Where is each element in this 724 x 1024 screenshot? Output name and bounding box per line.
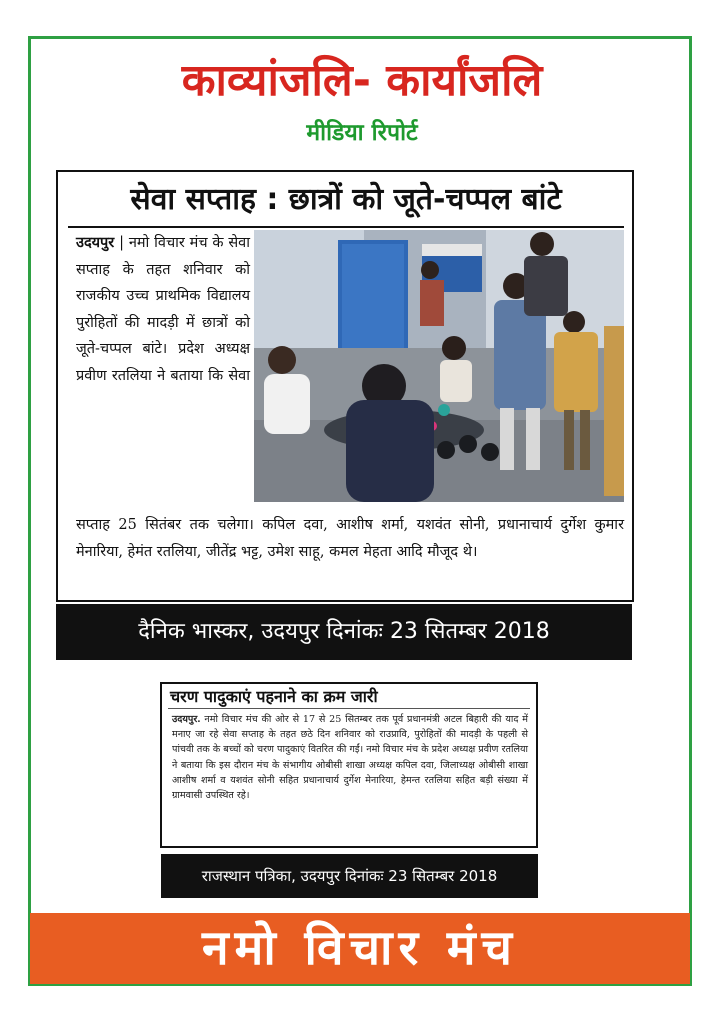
source-caption-patrika: राजस्थान पत्रिका, उदयपुर दिनांकः 23 सितम्बर 2018 bbox=[161, 854, 538, 898]
news-photo-graphic bbox=[254, 230, 624, 502]
newspaper-clipping-bhaskar bbox=[56, 170, 634, 602]
clipping-headline: चरण पादुकाएं पहनाने का क्रम जारी bbox=[170, 687, 378, 706]
clipping-column-text: उदयपुर | नमो विचार मंच के सेवा सप्ताह के तहत शनिवार को राजकीय उच्च प्राथमिक विद्यालय पुरोहितों की मादड़ी में छात्रों को जूते-चप्पल बांटे। प्रदेश अध्यक्ष प्रवीण रतलिया ने बताया कि सेवा bbox=[76, 235, 250, 384]
clipping-body bbox=[172, 712, 528, 803]
headline-divider bbox=[68, 226, 624, 228]
clipping-bottom-text: सप्ताह 25 सितंबर तक चलेगा। कपिल दवा, आशीष शर्मा, यशवंत सोनी, प्रधानाचार्य दुर्गेश कुमार मेनारिया, हेमंत रतलिया, जीतेंद्र भट्ट, उमेश साहू, कमल मेहता आदि मौजूद थे। bbox=[76, 517, 624, 560]
news-photo bbox=[254, 230, 624, 502]
clipping-headline: सेवा सप्ताह : छात्रों को जूते-चप्पल बांटे bbox=[130, 182, 562, 217]
column-body: नमो विचार मंच के सेवा सप्ताह के तहत शनिवार को राजकीय उच्च प्राथमिक विद्यालय पुरोहितों की मादड़ी में छात्रों को जूते-चप्पल बांटे। प्रदेश अध्यक्ष प्रवीण रतलिया ने बताया कि सेवा bbox=[76, 235, 250, 384]
dateline: उदयपुर bbox=[76, 235, 115, 251]
dateline: उदयपुर. bbox=[172, 714, 201, 725]
headline-divider bbox=[168, 708, 530, 709]
footer-banner: नमो विचार मंच bbox=[30, 913, 690, 984]
source-caption-bhaskar: दैनिक भास्कर, उदयपुर दिनांकः 23 सितम्बर 2018 bbox=[56, 604, 632, 660]
poster-title: काव्यांजलि- कार्यांजलि bbox=[181, 55, 543, 106]
poster-subtitle: मीडिया रिपोर्ट bbox=[306, 120, 418, 146]
newspaper-clipping-patrika bbox=[160, 682, 538, 848]
body-text: नमो विचार मंच की ओर से 17 से 25 सितम्बर तक पूर्व प्रधानमंत्री अटल बिहारी की याद में मनाए जा रहे सेवा सप्ताह के तहत छठे दिन शनिवार को राउप्रावि, पुरोहितों की मादड़ी के पहली से पांचवी तक के बच्चों को चरण पादुकाएं वितरित की गईं। नमो विचार मंच के प्रदेश अध्यक्ष प्रवीण रतलिया ने बताया कि इस दौरान मंच के संभागीय ओबीसी शाखा अध्यक्ष कपिल दवा, जिलाध्यक्ष ओबीसी शाखा आशीष शर्मा व यशवंत सोनी सहित प्रधानाचार्य दुर्गेश मेनारिया, हेमन्त रतलिया सहित बड़ी संख्या में ग्रामवासी उपस्थित रहे। bbox=[172, 714, 528, 802]
